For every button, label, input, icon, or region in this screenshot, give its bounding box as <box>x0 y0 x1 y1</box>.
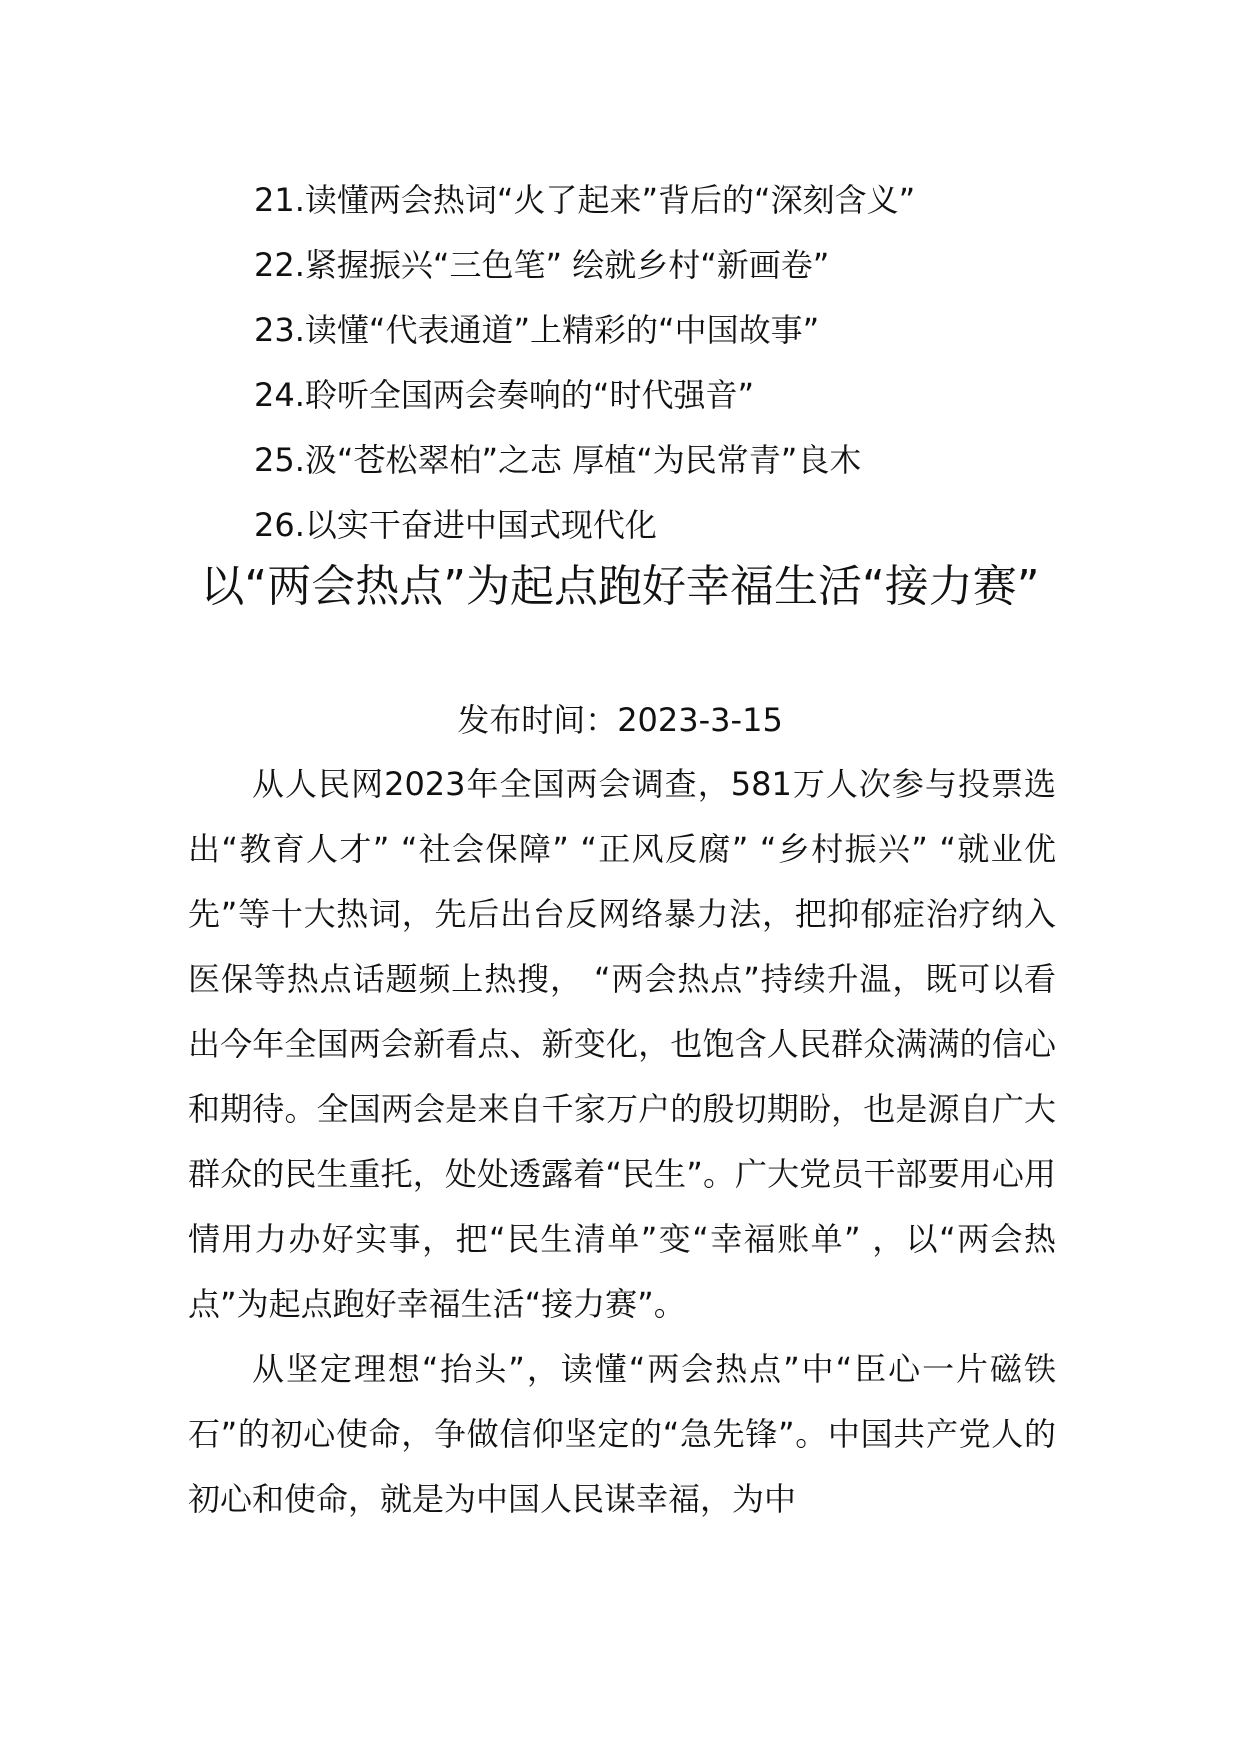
toc-item-24: 24.聆听全国两会奏响的“时代强音” <box>254 376 755 414</box>
toc-item-23: 23.读懂“代表通道”上精彩的“中国故事” <box>254 311 820 349</box>
article-body <box>188 752 1056 1532</box>
body-paragraph-1: 从人民网2023年全国两会调查，581万人次参与投票选出“教育人才” “社会保障” “正风反腐” “乡村振兴” “就业优先”等十大热词，先后出台反网络暴力法，把抑郁症治疗纳入医保等热点话题频上热搜， “两会热点”持续升温，既可以看出今年全国两会新看点、新变化，也饱含人民群众满满的信心和期待。全国两会是来自千家万户的殷切期盼，也是源自广大群众的民生重托，处处透露着“民生”。广大党员干部要用心用情用力办好实事，把“民生清单”变“幸福账单” ，以“两会热点”为起点跑好幸福生活“接力赛”。 <box>188 765 1056 1323</box>
toc-item-26: 26.以实干奋进中国式现代化 <box>254 506 657 544</box>
toc-item-25: 25.汲“苍松翠柏”之志 厚植“为民常青”良木 <box>254 441 862 479</box>
toc-item-22: 22.紧握振兴“三色笔” 绘就乡村“新画卷” <box>254 246 830 284</box>
toc-list <box>254 168 1074 558</box>
toc-item-21: 21.读懂两会热词“火了起来”背后的“深刻含义” <box>254 181 916 219</box>
article-title: 以“两会热点”为起点跑好幸福生活“接力赛” <box>200 561 1040 612</box>
body-paragraph-2: 从坚定理想“抬头”，读懂“两会热点”中“臣心一片磁铁石”的初心使命，争做信仰坚定的“急先锋”。中国共产党人的初心和使命，就是为中国人民谋幸福，为中 <box>188 1350 1056 1518</box>
publish-date: 发布时间：2023-3-15 <box>457 701 783 739</box>
